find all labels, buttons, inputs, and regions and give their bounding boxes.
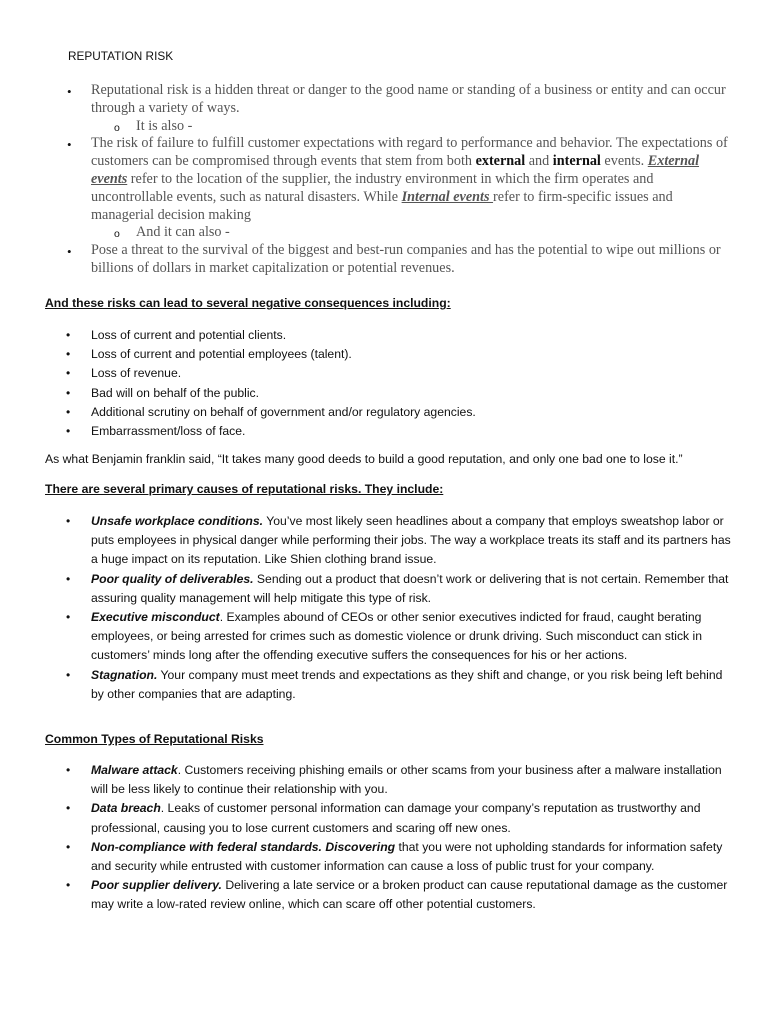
list-item-text: Your company must meet trends and expectations as they shift and change, or you risk being left behind by other companies that are adapting. bbox=[91, 667, 723, 701]
internal-events-term: Internal events bbox=[401, 188, 494, 205]
item-lead: Malware attack bbox=[91, 763, 178, 777]
bullet-icon: • bbox=[66, 763, 71, 777]
list-item-text: Delivering a late service or a broken product can cause reputational damage as the customer may write a low-rated review online, which can scare off other potential customers. bbox=[91, 878, 728, 912]
list-item-text: Loss of current and potential clients. bbox=[91, 328, 287, 342]
list-item-text: and bbox=[525, 153, 553, 170]
consequences-heading: And these risks can lead to several negative consequences including: bbox=[45, 296, 451, 310]
list-item bbox=[0, 403, 731, 422]
list-item-text: refer to the location of the supplier, the industry environment in which the firm operates and uncontrollable events, such as natural disasters. While bbox=[91, 170, 654, 205]
list-item bbox=[0, 82, 731, 118]
item-lead: Data breach bbox=[91, 801, 161, 816]
list-item bbox=[0, 242, 731, 278]
list-item-text: You’ve most likely seen headlines about a company that employs sweatshop labor or puts employees in physical danger while performing their jobs. The way a workplace treats its staff and its partners has a huge impact on its reputation. Like Shien clothing brand issue. bbox=[91, 514, 731, 567]
bullet-icon: • bbox=[66, 404, 71, 419]
list-item bbox=[0, 666, 731, 704]
bullet-icon: • bbox=[66, 366, 71, 381]
sub-list-item-text: It is also - bbox=[136, 117, 193, 134]
bullet-icon: • bbox=[66, 801, 71, 816]
list-item-text: The risk of failure to fulfill customer expectations with regard to performance and behavior. The expectations of customers can be compromised through events that stem from both bbox=[91, 135, 728, 170]
bullet-icon: • bbox=[66, 347, 71, 362]
document-title: REPUTATION RISK bbox=[68, 49, 174, 63]
types-heading: Common Types of Reputational Risks bbox=[45, 732, 264, 746]
list-item-text: that you were not upholding standards for information safety and security while entrusted with customer information can cause a loss of public trust for your company. bbox=[91, 839, 723, 874]
external-emphasis: external bbox=[475, 153, 526, 170]
list-item bbox=[0, 570, 731, 608]
bullet-icon: • bbox=[66, 424, 71, 439]
list-item-text: . Examples abound of CEOs or other senior executives indicted for fraud, caught berating employees, or being arrested for crimes such as domestic violence or drunk driving. Such misconduct can stick in customers’ minds long after the offending executive suffers the consequences for his or her actions. bbox=[91, 610, 702, 663]
list-item-text: events. bbox=[600, 153, 648, 170]
external-events-term: External events bbox=[91, 153, 700, 187]
list-item bbox=[0, 608, 731, 666]
list-item-text: Sending out a product that doesn’t work or delivering that is not certain. Remember that assuring quality management will help mitigate this type of risk. bbox=[91, 571, 729, 605]
list-item-text: refer to firm-specific issues and managerial decision making bbox=[91, 188, 673, 223]
list-item-text: . Leaks of customer personal information can damage your company’s reputation as trustworthy and professional, causing you to lose current customers and scaring off new ones. bbox=[91, 801, 701, 835]
bullet-icon: • bbox=[66, 385, 71, 400]
list-item-text: Embarrassment/loss of face. bbox=[91, 424, 246, 439]
item-lead: Executive misconduct bbox=[91, 610, 220, 625]
list-item bbox=[0, 838, 731, 876]
list-item bbox=[0, 345, 731, 364]
list-item-text: Bad will on behalf of the public. bbox=[91, 385, 260, 400]
list-item-text: Loss of current and potential employees (talent). bbox=[91, 347, 352, 362]
list-item bbox=[0, 364, 731, 383]
hollow-bullet-icon: o bbox=[114, 121, 120, 134]
bullet-icon: • bbox=[66, 610, 71, 625]
list-item-text: . Customers receiving phishing emails or other scams from your business after a malware installation will be less likely to continue their relationship with you. bbox=[91, 763, 722, 797]
list-item bbox=[0, 384, 731, 403]
causes-heading: There are several primary causes of reputational risks. They include: bbox=[45, 482, 444, 496]
bullet-icon: • bbox=[67, 244, 72, 260]
bullet-icon: • bbox=[66, 878, 71, 893]
bullet-icon: • bbox=[67, 84, 72, 99]
list-item bbox=[0, 135, 731, 224]
item-lead: Stagnation. bbox=[91, 667, 158, 682]
sub-list-item-text: And it can also - bbox=[136, 224, 230, 241]
definition-list bbox=[0, 82, 768, 278]
list-item bbox=[0, 422, 731, 441]
item-lead: Poor supplier delivery. bbox=[91, 878, 222, 893]
bullet-icon: • bbox=[66, 514, 71, 528]
list-item bbox=[0, 799, 731, 837]
sub-list-item bbox=[0, 118, 768, 136]
item-lead: Poor quality of deliverables. bbox=[91, 571, 254, 586]
item-lead: Non-compliance with federal standards. Discovering bbox=[91, 839, 396, 854]
bullet-icon: • bbox=[66, 667, 71, 682]
list-item-text: Reputational risk is a hidden threat or danger to the good name or standing of a business or entity and can occur through a variety of ways. bbox=[91, 82, 726, 116]
list-item bbox=[0, 326, 731, 345]
list-item bbox=[0, 876, 731, 914]
item-lead: Unsafe workplace conditions. bbox=[91, 514, 264, 528]
types-list bbox=[0, 761, 768, 915]
list-item-text: Loss of revenue. bbox=[91, 366, 182, 381]
bullet-icon: • bbox=[66, 328, 71, 342]
bullet-icon: • bbox=[66, 839, 71, 854]
sub-list-item bbox=[0, 224, 768, 242]
franklin-quote: As what Benjamin franklin said, “It takes many good deeds to build a good reputation, and only one bad one to lose it.” bbox=[45, 452, 683, 466]
list-item bbox=[0, 512, 731, 570]
bullet-icon: • bbox=[67, 137, 72, 153]
internal-emphasis: internal bbox=[552, 153, 601, 170]
hollow-bullet-icon: o bbox=[114, 228, 120, 241]
consequences-list bbox=[0, 326, 768, 441]
list-item bbox=[0, 761, 731, 799]
causes-list bbox=[0, 512, 768, 704]
bullet-icon: • bbox=[66, 571, 71, 586]
list-item-text: Additional scrutiny on behalf of government and/or regulatory agencies. bbox=[91, 404, 476, 419]
list-item-text: Pose a threat to the survival of the biggest and best-run companies and has the potential to wipe out millions or billions of dollars in market capitalization or potential revenues. bbox=[91, 242, 721, 276]
